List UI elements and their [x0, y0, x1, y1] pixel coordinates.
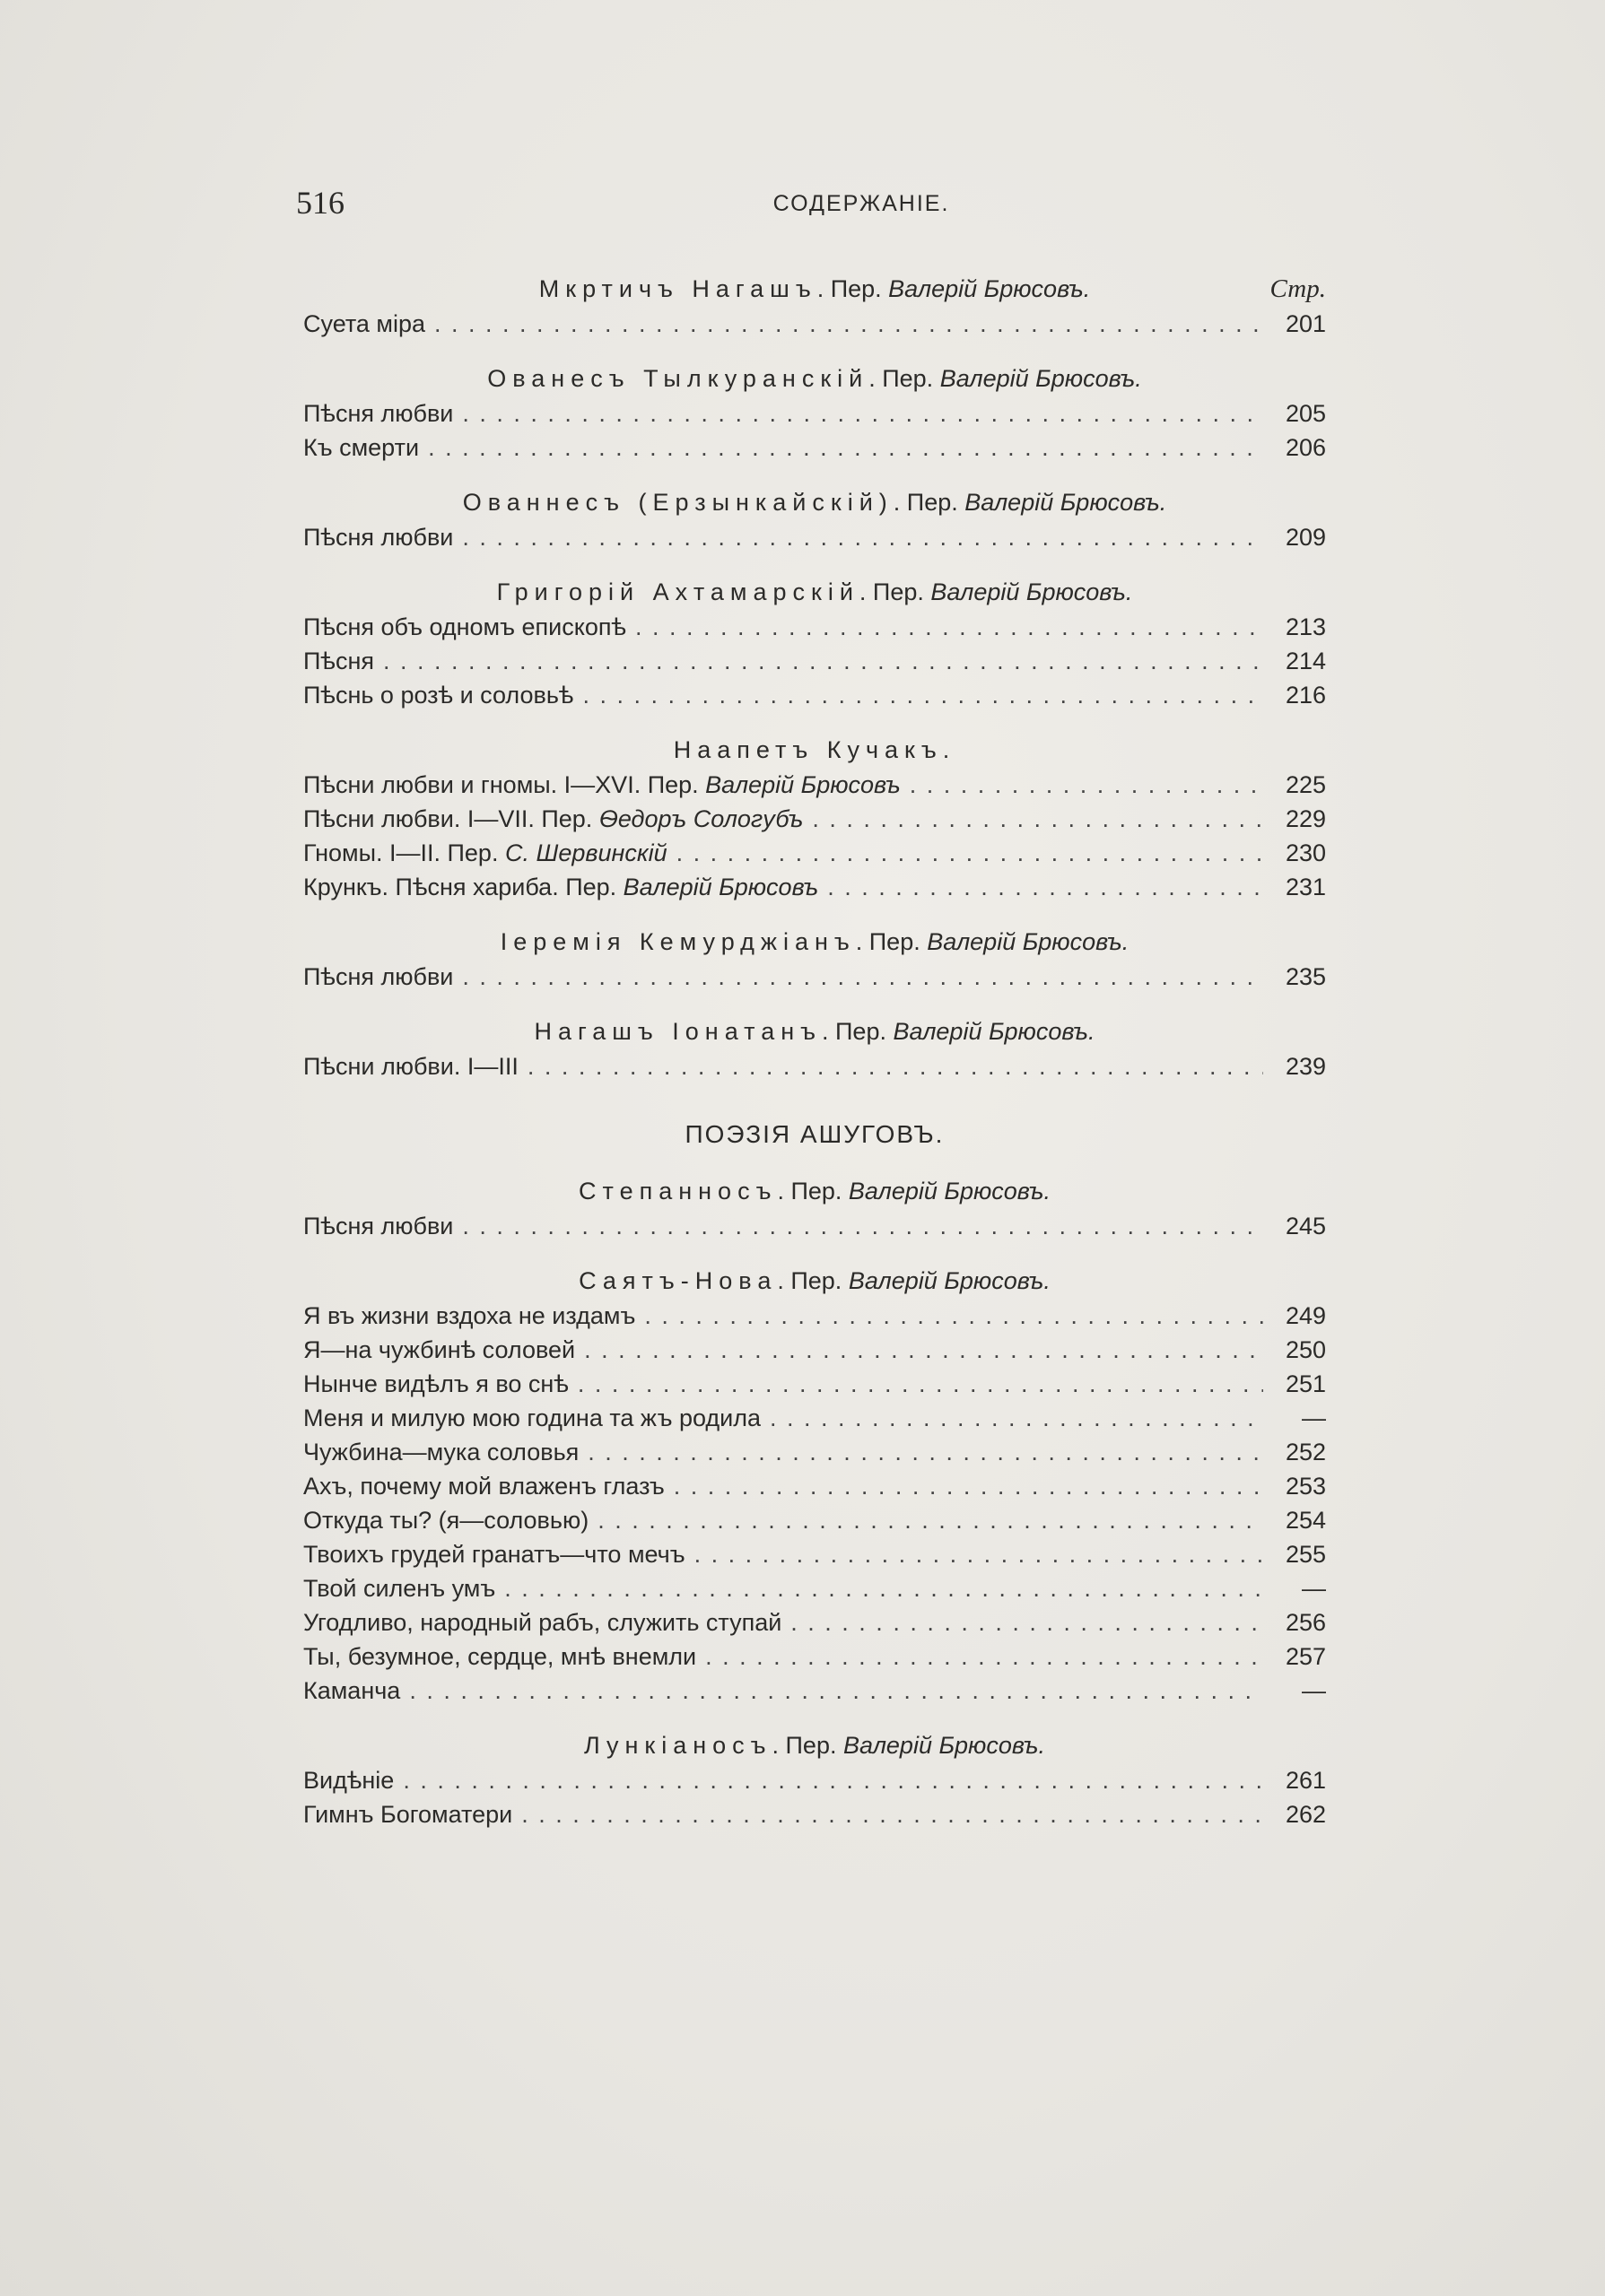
- toc-section: [303, 1263, 1326, 1708]
- entry-title: [303, 1435, 579, 1469]
- entry-title-text: Пѣсни любви. I—III: [303, 1053, 519, 1080]
- entry-title-text: Пѣсня любви: [303, 1213, 454, 1239]
- entry-title-text: Гномы. I—II. Пер.: [303, 839, 499, 866]
- entry-title-text: Откуда ты? (я—соловью): [303, 1507, 589, 1534]
- entry-title: [303, 1639, 696, 1674]
- toc-entry: [303, 1401, 1326, 1435]
- toc-entry: [303, 836, 1326, 870]
- entry-title: [303, 1469, 665, 1503]
- entry-title-text: Пѣсни любви. I—VII. Пер.: [303, 805, 593, 832]
- toc-section: [303, 1013, 1326, 1083]
- entry-page-number: 205: [1285, 400, 1326, 427]
- author-name: Мкртичъ Нагашъ: [538, 275, 817, 302]
- translator-prefix: . Пер.: [893, 489, 965, 516]
- translator-name: Валерій Брюсовъ.: [893, 1018, 1095, 1045]
- dot-leader: [790, 1605, 1263, 1639]
- entry-page-number: 231: [1285, 874, 1326, 900]
- entry-title: [303, 1571, 495, 1605]
- entry-title-text: Видѣніе: [303, 1767, 395, 1794]
- translator-prefix: . Пер.: [855, 928, 928, 955]
- entry-page-number: 201: [1285, 310, 1326, 337]
- toc-section: [303, 1173, 1326, 1243]
- entry-page-number: 249: [1285, 1302, 1326, 1329]
- translator-name: Валерій Брюсовъ.: [964, 489, 1167, 516]
- entry-page-number: 235: [1285, 963, 1326, 990]
- toc-entry: [303, 1503, 1326, 1537]
- entry-title: [303, 307, 425, 341]
- page-column-label: Стр.: [1269, 274, 1326, 303]
- page-number: 516: [296, 185, 345, 221]
- dot-leader: [409, 1674, 1263, 1708]
- entry-title: [303, 1049, 519, 1083]
- toc-entry: [303, 1639, 1326, 1674]
- entry-page-number: 206: [1285, 434, 1326, 461]
- dot-leader: [462, 960, 1263, 994]
- dot-leader: [694, 1537, 1263, 1571]
- entry-page-number: —: [1302, 1405, 1326, 1431]
- entry-title-text: Къ смерти: [303, 434, 420, 461]
- entry-title: [303, 1333, 575, 1367]
- entry-page-number: —: [1302, 1677, 1326, 1704]
- part-heading: ПОЭЗІЯ АШУГОВЪ.: [685, 1120, 945, 1148]
- translator-name: Валерій Брюсовъ.: [848, 1178, 1051, 1205]
- entry-title-text: Суета міра: [303, 310, 425, 337]
- translator-name: Валерій Брюсовъ.: [939, 365, 1142, 392]
- dot-leader: [462, 520, 1263, 554]
- author-heading: [303, 1727, 1326, 1763]
- toc-section: [303, 484, 1326, 554]
- entry-page-number: 245: [1285, 1213, 1326, 1239]
- entry-title: [303, 430, 419, 465]
- dot-leader: [584, 1333, 1263, 1367]
- author-name: Ованнесъ (Ерзынкайскій): [462, 489, 894, 516]
- author-name: Нагашъ Іонатанъ: [534, 1018, 823, 1045]
- entry-title-text: Пѣсня: [303, 648, 374, 674]
- entry-page-number: 229: [1285, 805, 1326, 832]
- dot-leader: [504, 1571, 1263, 1605]
- entry-title-text: Ахъ, почему мой влаженъ глазъ: [303, 1473, 665, 1500]
- toc-section: [303, 574, 1326, 712]
- entry-title-text: Пѣсни любви и гномы. I—XVI. Пер.: [303, 771, 699, 798]
- toc-entry: [303, 644, 1326, 678]
- translator-prefix: . Пер.: [816, 275, 889, 302]
- toc-entry: [303, 678, 1326, 712]
- entry-title-text: Пѣснь о розѣ и соловьѣ: [303, 682, 574, 709]
- entry-title: [303, 1299, 635, 1333]
- dot-leader: [578, 1367, 1263, 1401]
- entry-page-number: 239: [1285, 1053, 1326, 1080]
- author-name: Степанносъ: [579, 1178, 778, 1205]
- translator-name: Валерій Брюсовъ.: [930, 578, 1133, 605]
- toc-entry: [303, 1605, 1326, 1639]
- toc-entry: [303, 870, 1326, 904]
- page-title: СОДЕРЖАНІЕ.: [772, 191, 950, 216]
- dot-leader: [812, 802, 1263, 836]
- entry-title-text: Крункъ. Пѣсня хариба. Пер.: [303, 874, 617, 900]
- entry-title-text: Гимнъ Богоматери: [303, 1801, 513, 1828]
- entry-title: [303, 644, 374, 678]
- entry-title: [303, 520, 453, 554]
- toc-entry: [303, 1209, 1326, 1243]
- author-name: Іеремія Кемурджіанъ: [500, 928, 856, 955]
- dot-leader: [403, 1763, 1263, 1797]
- author-heading: [303, 574, 1326, 610]
- entry-title: [303, 1797, 512, 1831]
- author-name: Григорій Ахтамарскій: [496, 578, 859, 605]
- dot-leader: [428, 430, 1263, 465]
- dot-leader: [827, 870, 1263, 904]
- toc-entry: [303, 610, 1326, 644]
- toc-section: [303, 924, 1326, 994]
- entry-title-text: Меня и милую мою година та жъ родила: [303, 1405, 762, 1431]
- running-head: [296, 184, 1319, 229]
- dot-leader: [462, 1209, 1263, 1243]
- translator-prefix: . Пер.: [777, 1267, 849, 1294]
- translator-name: Валерій Брюсовъ.: [842, 1732, 1046, 1759]
- entry-title-text: Нынче видѣлъ я во снѣ: [303, 1370, 569, 1397]
- entry-page-number: —: [1302, 1575, 1326, 1602]
- entry-title: [303, 1674, 400, 1708]
- author-heading: [303, 1013, 1326, 1049]
- toc-entry: [303, 1674, 1326, 1708]
- translator-prefix: . Пер.: [772, 1732, 843, 1759]
- dot-leader: [582, 678, 1263, 712]
- toc-entry: [303, 1797, 1326, 1831]
- toc-entry: [303, 1299, 1326, 1333]
- entry-title-text: Пѣсня любви: [303, 400, 454, 427]
- dot-leader: [676, 836, 1263, 870]
- entry-page-number: 230: [1285, 839, 1326, 866]
- author-name: Лункіаносъ: [583, 1732, 772, 1759]
- entry-translator: С. Шервинскій: [504, 839, 667, 866]
- entry-translator: Ѳедоръ Сологубъ: [598, 805, 804, 832]
- dot-leader: [674, 1469, 1263, 1503]
- author-name: Ованесъ Тылкуранскій: [487, 365, 869, 392]
- author-heading: [303, 1173, 1326, 1209]
- dot-leader: [635, 610, 1263, 644]
- entry-page-number: 251: [1285, 1370, 1326, 1397]
- toc-entry: [303, 1571, 1326, 1605]
- dot-leader: [598, 1503, 1263, 1537]
- entry-title: [303, 1401, 761, 1435]
- entry-title-text: Каманча: [303, 1677, 401, 1704]
- dot-leader: [434, 307, 1263, 341]
- translator-name: Валерій Брюсовъ.: [848, 1267, 1051, 1294]
- toc-entry: [303, 768, 1326, 802]
- toc-section: [303, 732, 1326, 904]
- entry-title-text: Твой силенъ умъ: [303, 1575, 496, 1602]
- entry-title: [303, 960, 453, 994]
- toc-section: [303, 271, 1326, 341]
- entry-translator: Валерій Брюсовъ: [705, 771, 901, 798]
- toc-entry: [303, 802, 1326, 836]
- entry-title: [303, 396, 453, 430]
- author-name: Наапетъ Кучакъ.: [673, 736, 956, 763]
- toc-entry: [303, 430, 1326, 465]
- entry-page-number: 253: [1285, 1473, 1326, 1500]
- toc-entry: [303, 1435, 1326, 1469]
- dot-leader: [644, 1299, 1263, 1333]
- toc-entry: [303, 960, 1326, 994]
- dot-leader: [528, 1049, 1263, 1083]
- entry-title: [303, 836, 667, 870]
- toc-entry: [303, 307, 1326, 341]
- entry-title-text: Пѣсня любви: [303, 963, 454, 990]
- entry-page-number: 250: [1285, 1336, 1326, 1363]
- entry-title: [303, 1209, 453, 1243]
- toc-entry: [303, 1537, 1326, 1571]
- entry-page-number: 213: [1285, 613, 1326, 640]
- entry-title-text: Я—на чужбинѣ соловей: [303, 1336, 576, 1363]
- dot-leader: [521, 1797, 1263, 1831]
- entry-title: [303, 1537, 685, 1571]
- entry-title: [303, 610, 626, 644]
- dot-leader: [462, 396, 1263, 430]
- entry-title: [303, 1367, 569, 1401]
- translator-prefix: . Пер.: [822, 1018, 894, 1045]
- toc-section: [303, 1727, 1326, 1831]
- entry-title: [303, 1763, 394, 1797]
- entry-title-text: Угодливо, народный рабъ, служить ступай: [303, 1609, 782, 1636]
- toc-entry: [303, 1333, 1326, 1367]
- entry-page-number: 255: [1285, 1541, 1326, 1568]
- translator-prefix: . Пер.: [868, 365, 940, 392]
- entry-title-text: Чужбина—мука соловья: [303, 1439, 580, 1465]
- author-heading: [303, 732, 1326, 768]
- entry-title-text: Я въ жизни вздоха не издамъ: [303, 1302, 636, 1329]
- dot-leader: [910, 768, 1263, 802]
- entry-page-number: 254: [1285, 1507, 1326, 1534]
- toc-entry: [303, 1049, 1326, 1083]
- entry-title: [303, 870, 818, 904]
- translator-name: Валерій Брюсовъ.: [927, 928, 1130, 955]
- entry-page-number: 256: [1285, 1609, 1326, 1636]
- author-heading: [303, 924, 1326, 960]
- entry-page-number: 262: [1285, 1801, 1326, 1828]
- entry-page-number: 252: [1285, 1439, 1326, 1465]
- entry-title-text: Пѣсня объ одномъ епископѣ: [303, 613, 627, 640]
- author-name: Саятъ-Нова: [579, 1267, 778, 1294]
- toc-section: [303, 361, 1326, 465]
- entry-translator: Валерій Брюсовъ: [623, 874, 819, 900]
- translator-prefix: . Пер.: [859, 578, 931, 605]
- entry-page-number: 257: [1285, 1643, 1326, 1670]
- toc-entry: [303, 1763, 1326, 1797]
- author-heading: [303, 271, 1326, 307]
- translator-prefix: . Пер.: [777, 1178, 849, 1205]
- toc-entry: [303, 1367, 1326, 1401]
- entry-title: [303, 1605, 781, 1639]
- toc-entry: [303, 396, 1326, 430]
- entry-title-text: Пѣсня любви: [303, 524, 454, 551]
- toc-entry: [303, 520, 1326, 554]
- dot-leader: [705, 1639, 1263, 1674]
- translator-name: Валерій Брюсовъ.: [888, 275, 1091, 302]
- entry-title-text: Ты, безумное, сердце, мнѣ внемли: [303, 1643, 697, 1670]
- entry-title: [303, 768, 901, 802]
- entry-page-number: 214: [1285, 648, 1326, 674]
- entry-title: [303, 802, 803, 836]
- entry-page-number: 261: [1285, 1767, 1326, 1794]
- entry-page-number: 225: [1285, 771, 1326, 798]
- author-heading: [303, 484, 1326, 520]
- entry-page-number: 209: [1285, 524, 1326, 551]
- table-of-contents: [303, 251, 1326, 1831]
- entry-title-text: Твоихъ грудей гранатъ—что мечъ: [303, 1541, 685, 1568]
- dot-leader: [770, 1401, 1263, 1435]
- dot-leader: [383, 644, 1263, 678]
- entry-title: [303, 678, 573, 712]
- entry-page-number: 216: [1285, 682, 1326, 709]
- entry-title: [303, 1503, 589, 1537]
- author-heading: [303, 361, 1326, 396]
- dot-leader: [588, 1435, 1263, 1469]
- author-heading: [303, 1263, 1326, 1299]
- toc-entry: [303, 1469, 1326, 1503]
